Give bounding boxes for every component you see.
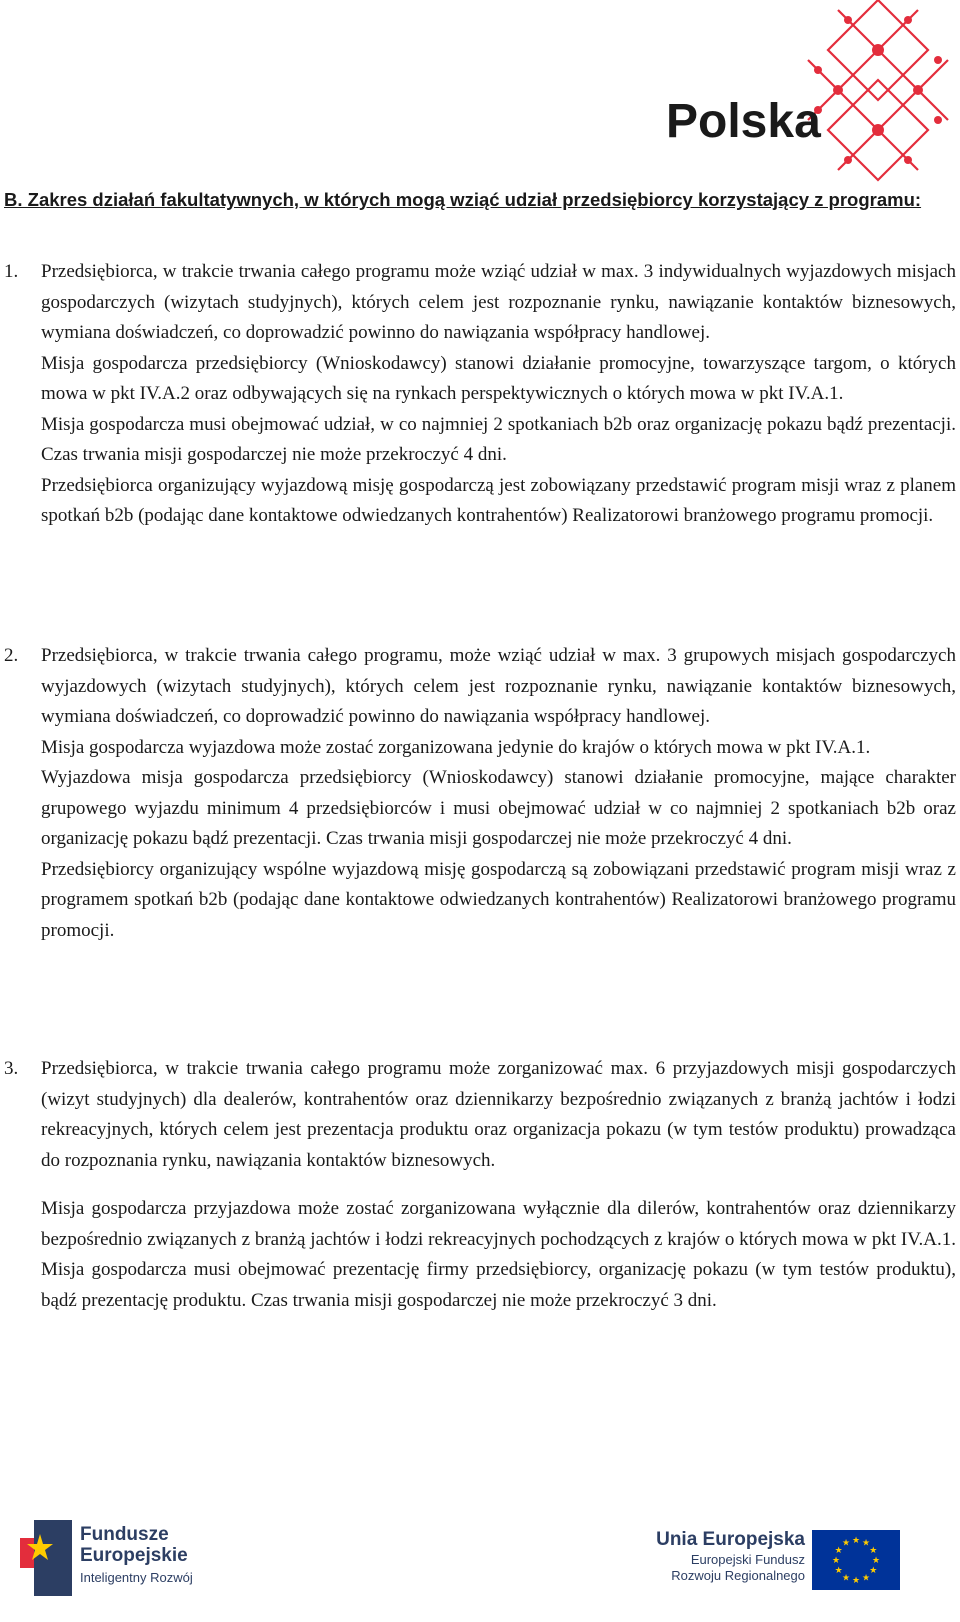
paragraph: Przedsiębiorca, w trakcie trwania całego programu może zorganizować max. 6 przyjazdowych misji gospodarczych (wizyt studyjnych) dla dealerów, kontrahentów oraz dziennikarzy bezpośrednio związanych z branżą jachtów i łodzi rekreacyjnych, których celem jest prezentacja produktu oraz organizacja pokazu (w tym testów produktu) prowadząca do rozpoznania rynku, nawiązania kontaktów biznesowych. — [41, 1058, 956, 1171]
fe-title — [80, 1524, 188, 1566]
paragraph: Przedsiębiorca, w trakcie trwania całego programu może wziąć udział w max. 3 indywidualnych wyjazdowych misjach gospodarczych (wizytach studyjnych), których celem jest rozpoznanie rynku, nawiązanie kontaktów biznesowych, wymiana doświadczeń, co doprowadzić powinno do nawiązania współpracy handlowej. — [41, 261, 956, 343]
list-item-body — [41, 1054, 956, 1316]
unia-europejska-logo — [650, 1528, 940, 1604]
eu-star-icon: ★ — [869, 1565, 878, 1575]
polska-pattern-icon — [666, 0, 960, 190]
list-item-number: 3. — [4, 1058, 19, 1079]
fe-line-1: Fundusze — [80, 1524, 169, 1545]
eu-star-icon: ★ — [834, 1545, 843, 1555]
paragraph: Misja gospodarcza przyjazdowa może zostać zorganizowana wyłącznie dla dilerów, kontrahentów oraz dziennikarzy bezpośrednio związanych z branżą jachtów i łodzi rekreacyjnych pochodzących z krajów o których mowa w pkt IV.A.1. Misja gospodarcza musi obejmować prezentację firmy przedsiębiorcy, organizację pokazu (w tym testów produktu), bądź prezentację produktu. Czas trwania misji gospodarczej nie może przekroczyć 3 dni. — [41, 1198, 956, 1311]
eu-star-icon: ★ — [871, 1555, 881, 1565]
paragraph: Przedsiębiorca organizujący wyjazdową misję gospodarczą jest zobowiązany przedstawić program misji wraz z planem spotkań b2b (podając dane kontaktowe odwiedzanych kontrahentów) Realizatorowi branżowego programu promocji. — [41, 474, 956, 526]
paragraph: Misja gospodarcza przedsiębiorcy (Wnioskodawcy) stanowi działanie promocyjne, towarzyszące targom, o których mowa w pkt IV.A.2 oraz odbywających się na rynkach perspektywicznych o których mowa w pkt IV.A.1. — [41, 352, 956, 404]
list-item-number: 2. — [4, 645, 19, 666]
eu-star-icon: ★ — [834, 1565, 843, 1575]
section-heading: B. Zakres działań fakultatywnych, w których mogą wziąć udział przedsiębiorcy korzystający z programu: — [4, 189, 922, 210]
fe-subtitle: Inteligentny Rozwój — [80, 1570, 193, 1585]
list-item-body — [41, 641, 956, 946]
eu-star-icon: ★ — [851, 1535, 861, 1545]
paragraph: Przedsiębiorca, w trakcie trwania całego programu, może wziąć udział w max. 3 grupowych misjach gospodarczych wyjazdowych (wizytach studyjnych), których celem jest rozpoznanie rynku, nawiązanie kontaktów biznesowych, wymiana doświadczeń, co doprowadzić powinno do nawiązania współpracy handlowej. — [41, 645, 956, 727]
eu-star-icon: ★ — [861, 1572, 871, 1583]
eu-text — [650, 1528, 805, 1584]
polska-logo — [666, 0, 960, 190]
eu-star-icon: ★ — [831, 1555, 841, 1565]
fe-star-icon — [20, 1520, 72, 1596]
paragraph: Misja gospodarcza wyjazdowa może zostać zorganizowana jedynie do krajów o których mowa w pkt IV.A.1. — [41, 736, 871, 758]
eu-subtitle-2: Rozwoju Regionalnego — [671, 1568, 805, 1583]
paragraph: Przedsiębiorcy organizujący wspólne wyjazdową misję gospodarczą są zobowiązani przedstawić program misji wraz z programem spotkań b2b (podając dane kontaktowe odwiedzanych kontrahentów) Realizatorowi branżowego programu promocji. — [41, 858, 956, 941]
fundusze-europejskie-logo — [20, 1520, 220, 1600]
eu-star-icon: ★ — [861, 1537, 871, 1548]
eu-title: Unia Europejska — [656, 1529, 805, 1550]
list-item-body — [41, 257, 956, 532]
polska-logo-text: Polska — [666, 95, 821, 148]
eu-star-icon: ★ — [841, 1572, 851, 1583]
list-item-number: 1. — [4, 261, 19, 282]
eu-flag-icon — [812, 1530, 900, 1590]
eu-star-icon: ★ — [841, 1537, 851, 1548]
eu-star-icon: ★ — [851, 1575, 861, 1585]
paragraph: Misja gospodarcza musi obejmować udział, w co najmniej 2 spotkaniach b2b oraz organizację pokazu bądź prezentacji. Czas trwania misji gospodarczej nie może przekroczyć 4 dni. — [41, 413, 956, 465]
fe-line-2: Europejskie — [80, 1545, 188, 1566]
eu-star-icon: ★ — [869, 1545, 878, 1555]
eu-subtitle-1: Europejski Fundusz — [690, 1552, 805, 1567]
paragraph: Wyjazdowa misja gospodarcza przedsiębiorcy (Wnioskodawcy) stanowi działanie promocyjne, mające charakter grupowego wyjazdu minimum 4 przedsiębiorców i musi obejmować udział w co najmniej 2 spotkaniach b2b oraz organizację pokazu bądź prezentacji. Czas trwania misji gospodarczej nie może przekroczyć 4 dni. — [41, 767, 956, 849]
